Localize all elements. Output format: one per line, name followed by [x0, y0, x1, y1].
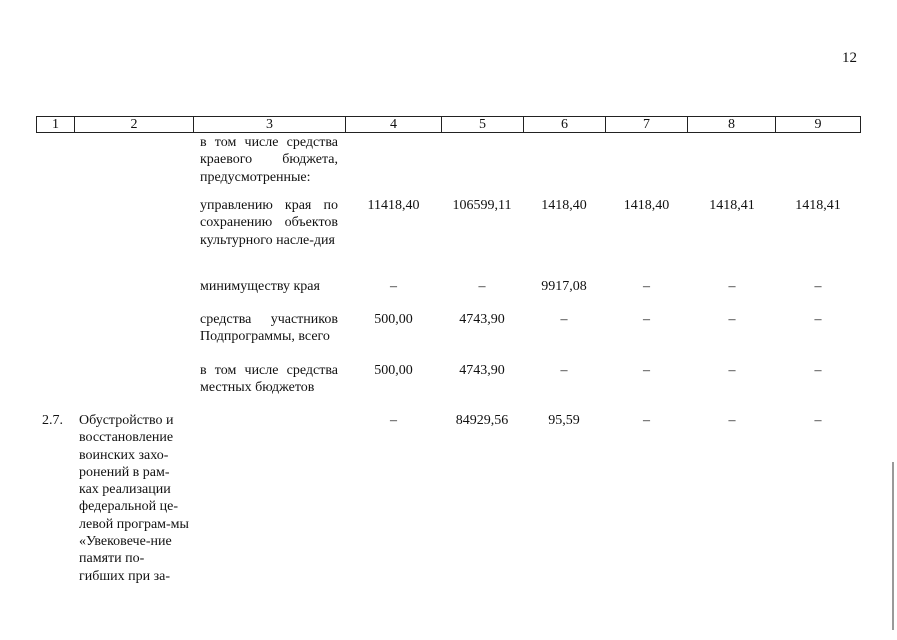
- header-col-5: 5: [442, 117, 524, 133]
- row-value-col-8: –: [728, 312, 736, 327]
- item-value-col-9: –: [814, 413, 822, 428]
- item-value-col-8: –: [728, 413, 736, 428]
- column-number-header: [36, 116, 861, 133]
- row-description: в том числе средства краевого бюджета, предусмотренные:: [200, 135, 338, 185]
- item-value-col-6: 95,59: [548, 413, 580, 428]
- header-col-3: 3: [194, 117, 346, 133]
- row-value-col-6: –: [560, 312, 568, 327]
- header-col-8: 8: [688, 117, 776, 133]
- row-description: средства участников Подпрограммы, всего: [200, 312, 338, 345]
- row-value-col-6: 9917,08: [541, 279, 587, 294]
- scan-edge-line: [892, 462, 894, 630]
- row-value-col-4: 500,00: [374, 312, 413, 327]
- row-value-col-5: 106599,11: [452, 198, 512, 213]
- item-title: Обустройство и восстановление воинских захо-ронений в рам-ках реализации федеральной це-левой програм-мы «Увековече-ние памяти по-гибших при за-: [79, 413, 189, 584]
- row-value-col-8: –: [728, 363, 736, 378]
- row-value-col-5: –: [478, 279, 486, 294]
- item-value-col-5: 84929,56: [455, 413, 509, 428]
- row-value-col-4: –: [390, 279, 397, 294]
- row-value-col-6: 1418,40: [541, 198, 587, 213]
- row-value-col-9: 1418,41: [795, 198, 841, 213]
- row-value-col-9: –: [814, 279, 822, 294]
- row-value-col-8: –: [728, 279, 736, 294]
- header-col-6: 6: [524, 117, 606, 133]
- item-value-col-4: –: [390, 413, 397, 428]
- row-value-col-8: 1418,41: [709, 198, 755, 213]
- row-value-col-5: 4743,90: [459, 312, 505, 327]
- header-col-9: 9: [776, 117, 861, 133]
- item-number: 2.7.: [42, 413, 63, 428]
- row-value-col-9: –: [814, 363, 822, 378]
- header-col-7: 7: [606, 117, 688, 133]
- row-value-col-7: 1418,40: [623, 198, 670, 213]
- row-description: управлению края по сохранению объектов культурного насле-дия: [200, 198, 338, 248]
- page-number: 12: [842, 50, 857, 66]
- row-value-col-5: 4743,90: [459, 363, 505, 378]
- header-col-2: 2: [75, 117, 194, 133]
- row-value-col-9: –: [814, 312, 822, 327]
- row-description: в том числе средства местных бюджетов: [200, 363, 338, 396]
- item-value-col-7: –: [643, 413, 650, 428]
- row-value-col-7: –: [643, 363, 650, 378]
- row-value-col-7: –: [643, 279, 650, 294]
- row-value-col-6: –: [560, 363, 568, 378]
- header-col-4: 4: [346, 117, 442, 133]
- row-value-col-4: 11418,40: [367, 198, 420, 213]
- row-value-col-4: 500,00: [374, 363, 413, 378]
- row-description: минимуществу края: [200, 279, 320, 294]
- header-col-1: 1: [37, 117, 75, 133]
- row-value-col-7: –: [643, 312, 650, 327]
